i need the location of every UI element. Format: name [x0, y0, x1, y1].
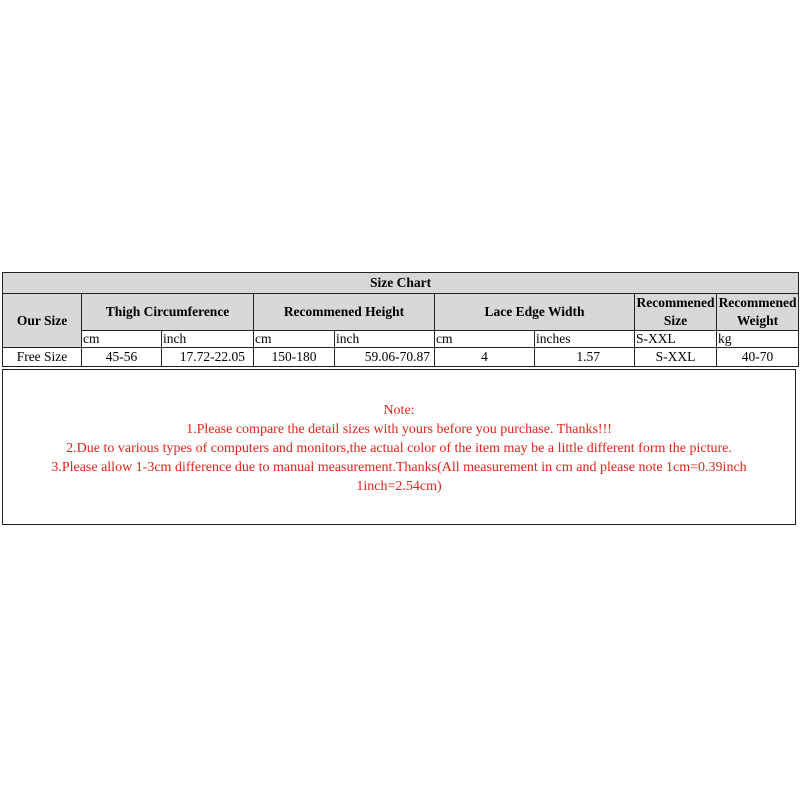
note-line-3: 3.Please allow 1-3cm difference due to manual measurement.Thanks(All measurement in cm and please note 1cm=0.39inch: [51, 460, 747, 475]
unit-lace-cm: cm: [435, 331, 535, 348]
unit-height-cm: cm: [254, 331, 335, 348]
unit-thigh-cm: cm: [82, 331, 162, 348]
cell-lace-cm: 4: [435, 348, 535, 367]
header-recommended-height: Recommened Height: [254, 294, 435, 331]
unit-lace-inches: inches: [535, 331, 635, 348]
notes-heading: Note:: [383, 403, 415, 418]
cell-thigh-cm: 45-56: [82, 348, 162, 367]
size-chart-header-row: [3, 294, 799, 331]
cell-our-size: Free Size: [3, 348, 82, 367]
size-chart-table: [2, 272, 799, 367]
cell-recommended-size: S-XXL: [635, 348, 717, 367]
cell-recommended-weight: 40-70: [717, 348, 799, 367]
size-chart-title: Size Chart: [3, 273, 799, 294]
note-line-2: 2.Due to various types of computers and monitors,the actual color of the item may be a little different form the picture.: [66, 441, 732, 456]
unit-thigh-inch: inch: [162, 331, 254, 348]
cell-lace-inch: 1.57: [535, 348, 635, 367]
header-recommended-weight: Recommened Weight: [717, 294, 799, 331]
header-lace-edge-width: Lace Edge Width: [435, 294, 635, 331]
note-line-4: 1inch=2.54cm): [356, 479, 442, 494]
header-our-size: Our Size: [3, 294, 82, 348]
note-line-1: 1.Please compare the detail sizes with yours before you purchase. Thanks!!!: [186, 422, 612, 437]
unit-recommended-size: S-XXL: [635, 331, 717, 348]
cell-height-cm: 150-180: [254, 348, 335, 367]
size-chart-title-row: [3, 273, 799, 294]
cell-thigh-inch: 17.72-22.05: [162, 348, 254, 367]
unit-recommended-weight: kg: [717, 331, 799, 348]
unit-height-inch: inch: [335, 331, 435, 348]
header-thigh-circumference: Thigh Circumference: [82, 294, 254, 331]
notes-box: [2, 369, 796, 525]
table-row: [3, 348, 799, 367]
header-recommended-size: Recommened Size: [635, 294, 717, 331]
size-chart-unit-row: [3, 331, 799, 348]
cell-height-inch: 59.06-70.87: [335, 348, 435, 367]
